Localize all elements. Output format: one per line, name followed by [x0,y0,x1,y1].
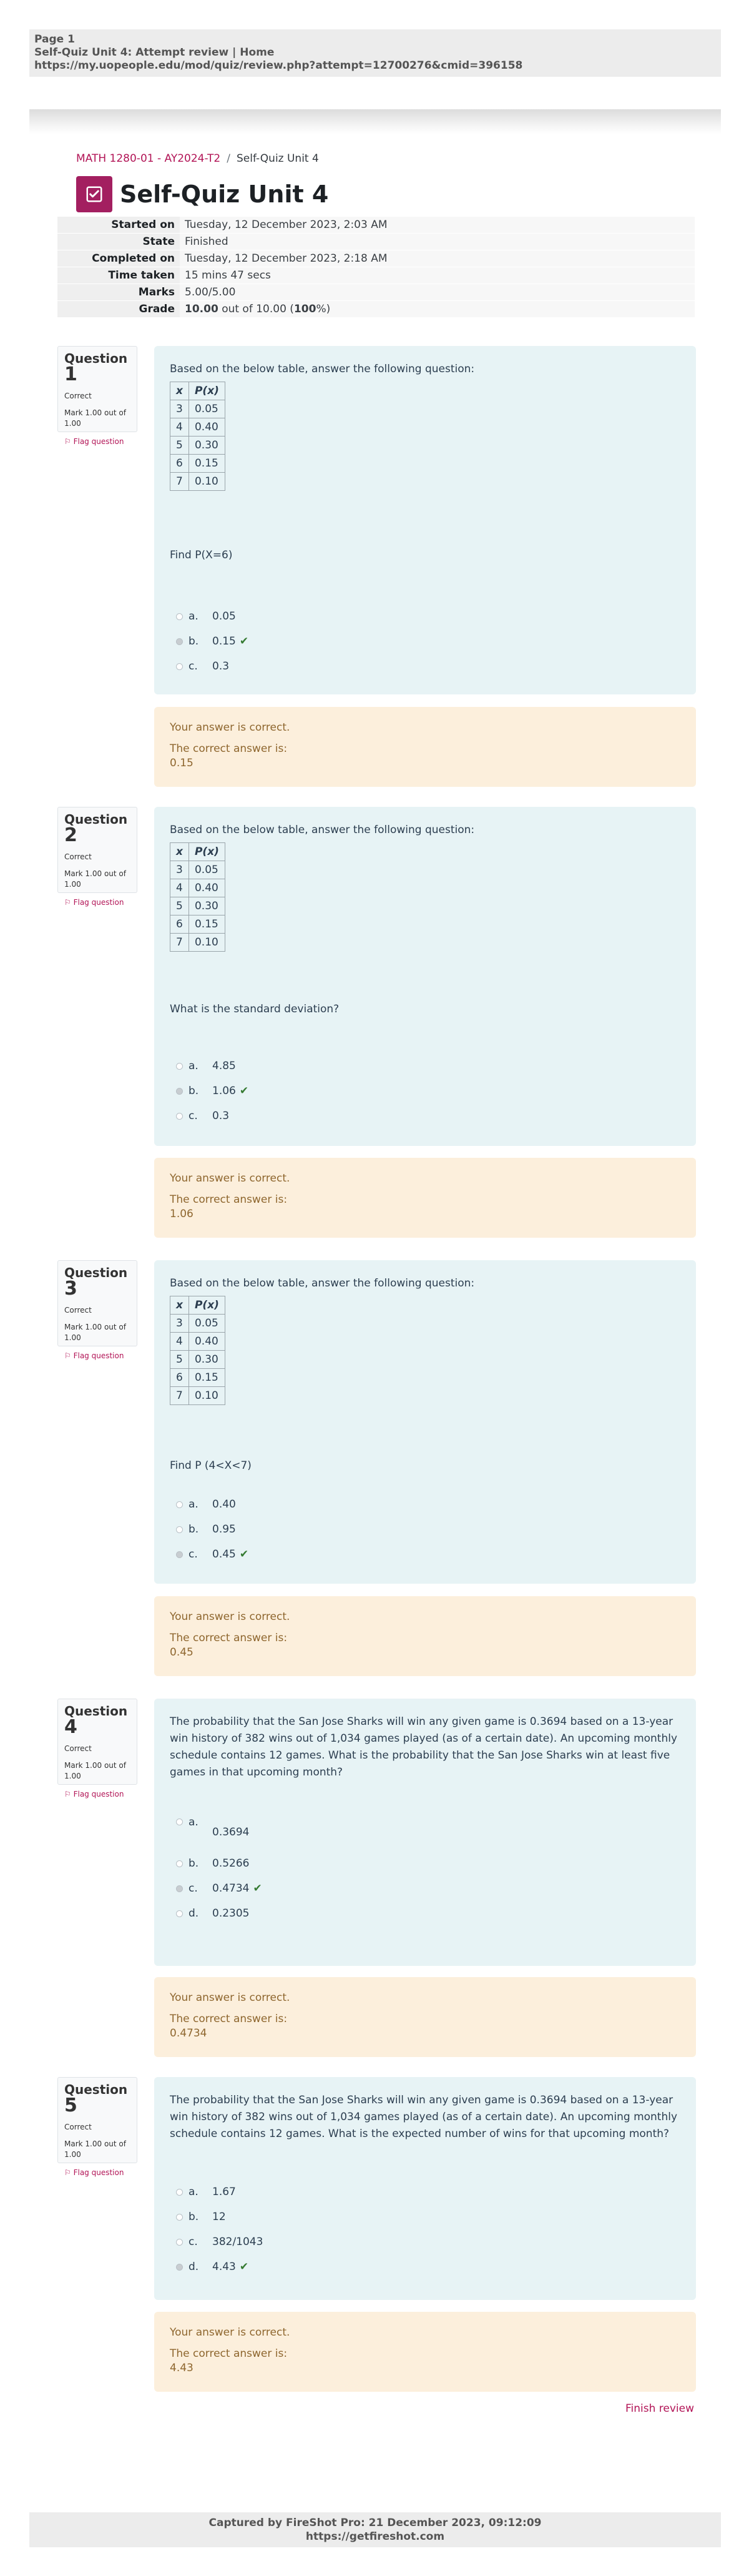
table-row [170,437,225,455]
table-cell: 0.40 [188,1333,225,1351]
option-letter: a. [188,1498,198,1511]
flag-question-link[interactable] [64,2168,130,2178]
radio-button[interactable] [176,1818,183,1825]
table-cell: 4 [170,879,189,897]
question-number: 5 [64,2095,77,2116]
flag-question-link[interactable] [64,897,130,908]
table-cell: 0.15 [188,915,225,934]
table-header: P(x) [188,1296,225,1315]
table-row [170,879,225,897]
summary-row [57,217,695,234]
question-text: Find P (4<X<7) [170,1459,252,1472]
option-text: 0.2305 [212,1907,250,1920]
option-letter: b. [188,635,199,648]
summary-row [57,234,695,250]
option-letter: a. [188,2186,198,2198]
check-icon: ✔ [253,1882,262,1895]
answer-option[interactable] [176,1876,262,1901]
table-row [170,400,225,418]
finish-review-link[interactable]: Finish review [625,2402,694,2415]
answer-option[interactable] [176,1851,262,1876]
feedback-box [154,1158,696,1238]
option-letter: c. [188,1110,198,1122]
feedback-message: Your answer is correct. [170,1611,290,1623]
fireshot-header [29,29,721,77]
option-text: 0.3 [212,1110,230,1122]
grade-value [180,301,695,318]
question-table-intro: Based on the below table, answer the following question: [170,363,475,375]
radio-button[interactable] [176,663,183,670]
table-cell: 4 [170,418,189,437]
correct-answer-label: The correct answer is: [170,1632,288,1644]
correct-answer-value: 1.06 [170,1208,193,1220]
answer-option[interactable] [176,2229,263,2254]
summary-label: Started on [57,217,180,234]
flag-question-label: Flag question [73,2168,124,2177]
feedback-message: Your answer is correct. [170,2326,290,2339]
check-icon: ✔ [239,1548,249,1561]
probability-table [170,382,225,491]
question-content [154,2077,696,2300]
question-state: Correct [64,392,92,400]
option-text: 12 [212,2211,226,2223]
breadcrumb-current: Self-Quiz Unit 4 [237,152,319,165]
table-cell: 3 [170,400,189,418]
table-row [170,861,225,879]
answer-option[interactable] [176,2204,263,2229]
breadcrumb [76,152,319,165]
question-mark: Mark 1.00 out of 1.00 [64,1323,126,1342]
option-letter: b. [188,1857,199,1870]
flag-question-label: Flag question [73,1351,124,1360]
table-cell: 0.30 [188,437,225,455]
table-cell: 0.40 [188,879,225,897]
question-text: What is the standard deviation? [170,1003,340,1015]
question-content [154,1260,696,1584]
page-title: Self-Quiz Unit 4 [120,180,329,208]
question-text: The probability that the San Jose Sharks will win any given game is 0.3694 based on a 13-year win history of 382 wins out of 1,034 games played (as of a certain date). An upcoming monthly schedule contains 12 games. What is the probability that the San Jose Sharks win at least five games in that upcoming month? [170,1715,678,1779]
table-cell: 0.05 [188,861,225,879]
correct-answer-value: 4.43 [170,2362,193,2374]
table-cell: 0.10 [188,1387,225,1405]
feedback-message: Your answer is correct. [170,721,290,734]
table-cell: 0.10 [188,934,225,952]
table-row [170,418,225,437]
answer-option[interactable] [176,629,248,654]
feedback-box [154,1977,696,2057]
table-header: x [170,843,189,861]
option-text: 0.15 [212,635,236,648]
summary-value: 5.00/5.00 [180,284,695,301]
flag-question-label: Flag question [73,1790,124,1799]
probability-table [170,842,225,952]
table-cell: 3 [170,861,189,879]
answer-option[interactable] [176,1492,248,1517]
table-cell: 0.05 [188,400,225,418]
summary-value: Tuesday, 12 December 2023, 2:03 AM [180,217,695,234]
table-header: x [170,382,189,400]
radio-button[interactable] [176,2214,183,2221]
summary-label: Completed on [57,250,180,267]
table-cell: 7 [170,1387,189,1405]
table-row [170,455,225,473]
feedback-message: Your answer is correct. [170,1991,290,2004]
table-cell: 5 [170,897,189,915]
question-label: Question [64,1265,128,1280]
option-text: 1.06 [212,1085,236,1097]
table-cell: 6 [170,455,189,473]
option-text: 4.43 [212,2261,236,2273]
table-cell: 5 [170,437,189,455]
question-content [154,346,696,694]
feedback-box [154,2312,696,2392]
feedback-box [154,707,696,787]
check-icon: ✔ [239,635,249,648]
summary-value: Finished [180,234,695,250]
option-letter: a. [188,610,198,623]
fireshot-footer [29,2512,721,2547]
flag-question-link[interactable] [64,437,130,447]
answer-option[interactable] [176,2254,263,2279]
radio-button[interactable] [176,1885,183,1892]
breadcrumb-course-link[interactable]: MATH 1280-01 - AY2024-T2 [76,152,221,165]
option-text: 0.3694 [212,1826,250,1838]
answer-option[interactable] [176,1078,248,1103]
flag-question-link[interactable] [64,1351,130,1361]
attempt-summary-table [57,217,695,318]
correct-answer-value: 0.4734 [170,2027,207,2040]
flag-icon: ⚐ [64,1351,71,1360]
option-letter: b. [188,2211,199,2223]
table-row [170,1333,225,1351]
answer-options [176,1816,262,1926]
answer-option[interactable] [176,2179,263,2204]
radio-button[interactable] [176,2264,183,2271]
option-text: 0.05 [212,610,236,623]
radio-button[interactable] [176,638,183,645]
radio-button[interactable] [176,1088,183,1095]
summary-label: Marks [57,284,180,301]
question-text: The probability that the San Jose Sharks will win any given game is 0.3694 based on a 13-year win history of 382 wins out of 1,034 games played (as of a certain date). An upcoming monthly schedule contains 12 games. What is the expected number of wins for that upcoming month? [170,2094,678,2140]
answer-option[interactable] [176,604,248,629]
table-cell: 0.10 [188,473,225,491]
option-text: 382/1043 [212,2236,263,2248]
summary-value: Tuesday, 12 December 2023, 2:18 AM [180,250,695,267]
answer-option[interactable] [176,1517,248,1542]
fireshot-page-number: Page 1 [34,33,75,46]
option-letter: b. [188,1523,199,1536]
feedback-message: Your answer is correct. [170,1172,290,1185]
answer-options [176,1492,248,1567]
answer-option[interactable] [176,1103,248,1128]
table-header: P(x) [188,843,225,861]
question-number: 1 [64,363,77,385]
fireshot-url: https://getfireshot.com [305,2530,445,2543]
answer-options [176,604,248,679]
fireshot-page-url: https://my.uopeople.edu/mod/quiz/review.php?attempt=12700276&cmid=396158 [34,59,523,72]
fireshot-page-title: Self-Quiz Unit 4: Attempt review | Home [34,46,275,59]
table-row [170,1387,225,1405]
radio-button[interactable] [176,613,183,620]
answer-option[interactable] [176,1542,248,1567]
question-content [154,807,696,1146]
option-letter: c. [188,1882,198,1895]
option-text: 4.85 [212,1060,236,1072]
question-table-intro: Based on the below table, answer the following question: [170,1277,475,1290]
grade-score: 10.00 [185,303,218,315]
question-info [57,1260,137,1360]
table-cell: 0.15 [188,1369,225,1387]
fireshot-capture-info: Captured by FireShot Pro: 21 December 2023, 09:12:09 [208,2517,542,2529]
summary-row [57,250,695,267]
correct-answer-label: The correct answer is: [170,743,288,755]
table-cell: 0.30 [188,1351,225,1369]
table-row [170,915,225,934]
question-state: Correct [64,852,92,861]
table-cell: 5 [170,1351,189,1369]
correct-answer-label: The correct answer is: [170,2347,288,2360]
question-state: Correct [64,1744,92,1753]
table-cell: 0.15 [188,455,225,473]
correct-answer-label: The correct answer is: [170,1193,288,1206]
flag-icon: ⚐ [64,1790,71,1799]
flag-icon: ⚐ [64,898,71,907]
page-header [76,176,328,212]
table-row [170,473,225,491]
radio-button[interactable] [176,1526,183,1533]
option-text: 0.4734 [212,1882,250,1895]
question-number: 3 [64,1278,77,1300]
option-text: 0.45 [212,1548,236,1561]
option-letter: c. [188,1548,198,1561]
radio-button[interactable] [176,1910,183,1917]
grade-out-of: out of 10.00 ( [222,303,294,315]
correct-answer-label: The correct answer is: [170,2013,288,2025]
flag-icon: ⚐ [64,2168,71,2177]
question-label: Question [64,2082,128,2097]
answer-option[interactable] [176,1901,262,1926]
table-cell: 0.40 [188,418,225,437]
check-icon: ✔ [239,2261,249,2273]
question-table-intro: Based on the below table, answer the following question: [170,824,475,836]
question-info [57,1699,137,1799]
table-cell: 0.30 [188,897,225,915]
summary-value: 15 mins 47 secs [180,267,695,284]
table-row [170,1369,225,1387]
grade-label: Grade [57,301,180,318]
option-letter: c. [188,2236,198,2248]
navbar-shadow [29,109,721,134]
probability-table [170,1296,225,1405]
summary-row [57,284,695,301]
question-state: Correct [64,2123,92,2131]
table-cell: 0.05 [188,1315,225,1333]
table-row [170,1315,225,1333]
table-cell: 7 [170,934,189,952]
answer-options [176,2179,263,2279]
correct-answer-value: 0.45 [170,1646,193,1659]
question-text: Find P(X=6) [170,549,233,561]
table-row [170,1351,225,1369]
question-mark: Mark 1.00 out of 1.00 [64,2139,126,2159]
option-letter: d. [188,2261,199,2273]
check-icon: ✔ [239,1085,249,1097]
table-header: P(x) [188,382,225,400]
flag-icon: ⚐ [64,437,71,446]
flag-question-label: Flag question [73,437,124,446]
quiz-icon [76,176,112,212]
summary-label: State [57,234,180,250]
option-text: 0.95 [212,1523,236,1536]
question-mark: Mark 1.00 out of 1.00 [64,869,126,889]
summary-row [57,267,695,284]
answer-option[interactable] [176,1816,262,1851]
radio-button[interactable] [176,1501,183,1508]
correct-answer-value: 0.15 [170,757,193,769]
answer-option[interactable] [176,654,248,679]
table-cell: 6 [170,1369,189,1387]
answer-option[interactable] [176,1054,248,1078]
option-letter: d. [188,1907,199,1920]
option-letter: b. [188,1085,199,1097]
table-cell: 4 [170,1333,189,1351]
radio-button[interactable] [176,2189,183,2196]
question-state: Correct [64,1306,92,1315]
question-info [57,346,137,446]
table-row [170,934,225,952]
question-number: 2 [64,824,77,846]
flag-question-label: Flag question [73,898,124,907]
question-label: Question [64,351,128,366]
summary-label: Time taken [57,267,180,284]
radio-button[interactable] [176,1860,183,1867]
feedback-box [154,1596,696,1676]
summary-row-grade [57,301,695,318]
breadcrumb-separator: / [227,152,230,165]
table-cell: 6 [170,915,189,934]
grade-suffix: %) [316,303,331,315]
option-text: 0.3 [212,660,230,673]
question-mark: Mark 1.00 out of 1.00 [64,408,126,428]
question-label: Question [64,1704,128,1719]
radio-button[interactable] [176,1551,183,1558]
radio-button[interactable] [176,1113,183,1120]
option-text: 0.40 [212,1498,236,1511]
radio-button[interactable] [176,2239,183,2246]
question-mark: Mark 1.00 out of 1.00 [64,1761,126,1780]
option-letter: a. [188,1816,198,1828]
question-number: 4 [64,1716,77,1738]
grade-percent: 100 [293,303,316,315]
table-row [170,897,225,915]
question-info [57,807,137,907]
radio-button[interactable] [176,1063,183,1070]
question-content [154,1699,696,1966]
table-cell: 7 [170,473,189,491]
table-header: x [170,1296,189,1315]
question-info [57,2077,137,2177]
option-text: 0.5266 [212,1857,250,1870]
table-cell: 3 [170,1315,189,1333]
option-text: 1.67 [212,2186,236,2198]
option-letter: c. [188,660,198,673]
option-letter: a. [188,1060,198,1072]
answer-options [176,1054,248,1128]
question-label: Question [64,812,128,827]
flag-question-link[interactable] [64,1789,130,1800]
